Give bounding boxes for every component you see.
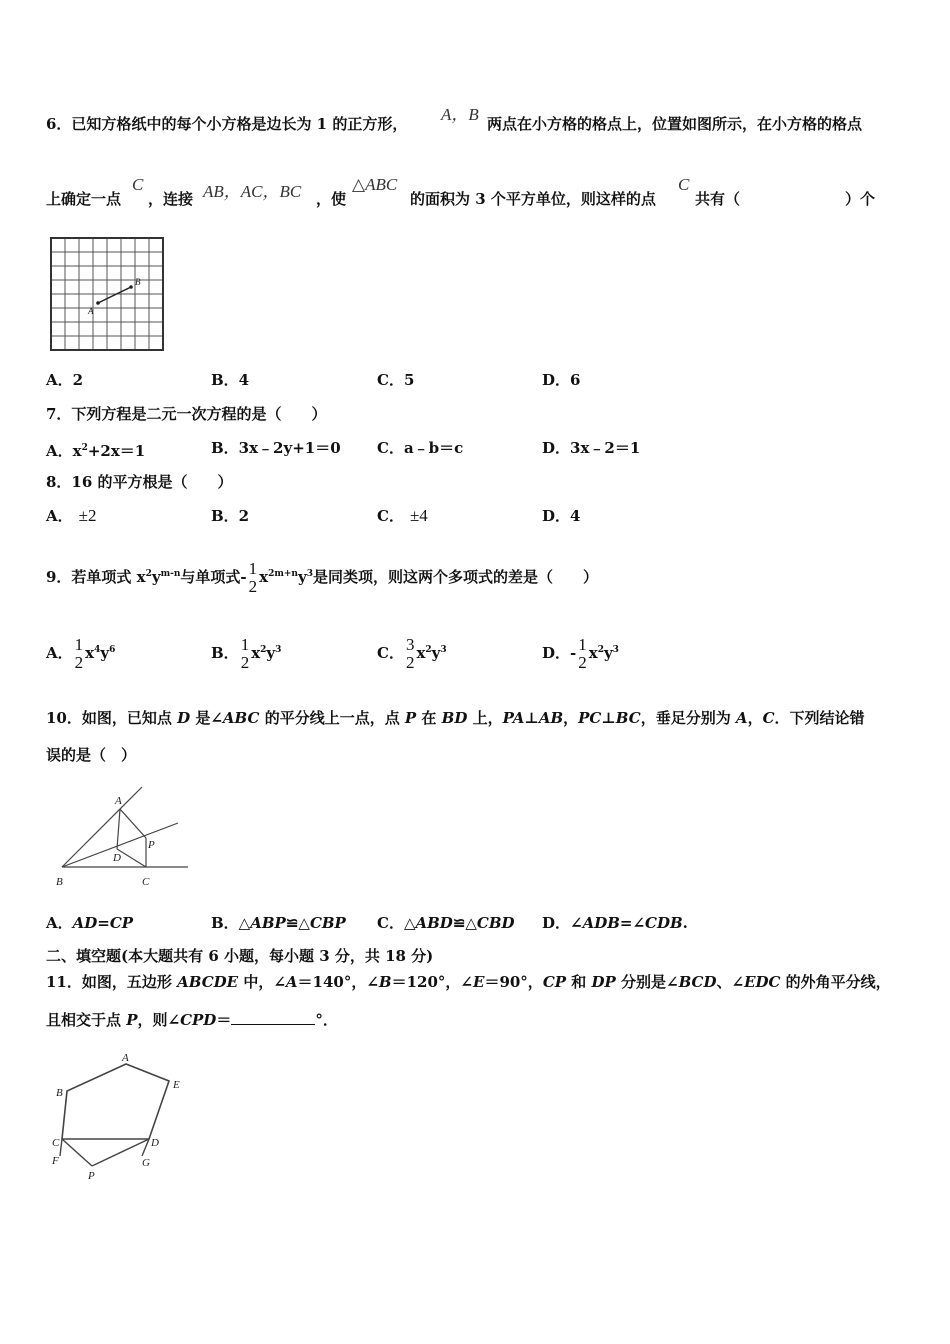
- q9-sup1: 2: [145, 569, 152, 579]
- q9-frac-den: 2: [248, 577, 258, 596]
- q9-c-x: x: [416, 644, 426, 662]
- q6-segment-ab: [98, 287, 131, 303]
- q11-t-a: 11．如图，五边形: [46, 973, 178, 991]
- q11-t-h: 、∠: [716, 973, 745, 991]
- q11-label-c: C: [52, 1137, 60, 1149]
- q9-a-ys: 6: [109, 645, 116, 655]
- q9-d-label: D．-: [542, 644, 577, 662]
- q11-label-b: B: [56, 1087, 63, 1099]
- q9-a-num: 1: [74, 635, 84, 654]
- q10-a-text: AD=CP: [72, 914, 134, 932]
- q11-line1: [46, 972, 891, 992]
- q9-b-y: y: [266, 644, 276, 662]
- q10-d-t1: ADB: [582, 914, 620, 932]
- q11-t-f: 和: [566, 973, 592, 991]
- q8-stem: 8．16 的平方根是（ ）: [46, 473, 233, 491]
- q10-c-label: C．△: [377, 914, 416, 932]
- q9-a-xs: 4: [94, 645, 101, 655]
- q6-point-c1: C: [132, 175, 144, 194]
- q9-c-frac: [406, 636, 415, 672]
- q10-t-c: 的平分线上一点，点: [259, 709, 405, 727]
- q8-a-val: ±2: [78, 506, 97, 525]
- q9-c-num: 3: [405, 635, 415, 654]
- q8-c-pre: C．: [377, 507, 404, 525]
- q11-ext-c: [60, 1139, 62, 1156]
- q10-t-C: C: [762, 709, 775, 727]
- q6-points-ab: A，B: [441, 105, 479, 124]
- section2-title: 二、填空题(本大题共有 6 小题，每小题 3 分，共 18 分): [46, 947, 434, 965]
- q11-t-CP: CP: [542, 973, 567, 991]
- q6-option-c[interactable]: C．5: [377, 371, 415, 389]
- q9-d-x: x: [588, 644, 598, 662]
- q11-t2-CPD: CPD: [180, 1011, 217, 1029]
- q9-sup4: 3: [306, 569, 313, 579]
- q9-d-y: y: [603, 644, 613, 662]
- q11-t-b: 中，∠: [238, 973, 286, 991]
- q6-text2: 两点在小方格的格点上，位置如图所示，在小方格的格点: [487, 115, 863, 133]
- q6-text1: 6．已知方格纸中的每个小方格是边长为 1 的正方形，: [46, 115, 408, 133]
- q7-option-b[interactable]: B．3x﹣2y+1＝0: [211, 439, 341, 457]
- q10-t-PC: PC: [578, 709, 602, 727]
- q10-ray-ba: [62, 787, 142, 867]
- q9-option-b[interactable]: [211, 622, 281, 681]
- q11-t-d: ＝120°，∠: [391, 973, 473, 991]
- q7-option-d[interactable]: D．3x﹣2＝1: [542, 439, 641, 457]
- q11-t-DP: DP: [591, 973, 616, 991]
- q6-grid-figure: [50, 237, 166, 353]
- q10-t-PA: PA: [502, 709, 525, 727]
- q9-c-label: C．: [377, 644, 404, 662]
- q10-t-d: 在: [416, 709, 442, 727]
- q9-post: 是同类项，则这两个多项式的差是（ ）: [312, 568, 598, 586]
- q10-t-ABC: ABC: [222, 709, 260, 727]
- q9-sup3: 2m+n: [268, 569, 298, 579]
- q6-line2f: [845, 189, 875, 209]
- q6-line2d: [410, 189, 656, 209]
- q10-t-BC: BC: [615, 709, 641, 727]
- q9-c-den: 2: [405, 653, 415, 672]
- q10-label-p: P: [148, 839, 155, 851]
- q11-t-BCD: BCD: [678, 973, 717, 991]
- q6-option-d[interactable]: D．6: [542, 371, 581, 389]
- q10-figure: [50, 785, 192, 890]
- q6-text6: 的面积为 3 个平方单位，则这样的点: [410, 190, 656, 208]
- q9-frac-num: 1: [248, 559, 258, 578]
- q10-seg-ad: [117, 809, 120, 849]
- q6-line2e: [695, 189, 740, 209]
- q6-grid-label-a: A: [88, 306, 94, 316]
- q6-point-b-dot: [129, 285, 133, 289]
- q6-option-b[interactable]: B．4: [211, 371, 250, 389]
- q11-t2-c: ＝: [216, 1011, 232, 1029]
- q10-t-P: P: [404, 709, 417, 727]
- q9-b-frac: [241, 636, 250, 672]
- q11-label-d: D: [151, 1137, 159, 1149]
- q9-option-a[interactable]: [46, 622, 115, 681]
- q11-t-A: A: [285, 973, 298, 991]
- q11-label-f: F: [52, 1155, 59, 1167]
- q10-c-mid: ≌△: [452, 914, 477, 932]
- q10-b-t1: ABP: [250, 914, 286, 932]
- q10-b-mid: ≌△: [285, 914, 310, 932]
- q10-t-BD: BD: [441, 709, 468, 727]
- q11-line2: [46, 1010, 338, 1030]
- q8-option-a[interactable]: [46, 506, 96, 526]
- q10-t-j: ，: [747, 709, 763, 727]
- q10-t-h: ⊥: [601, 709, 616, 727]
- q9-b-xs: 2: [260, 645, 267, 655]
- q9-fraction: [249, 560, 258, 596]
- q11-seg-dp: [92, 1139, 149, 1166]
- q9-c-ys: 3: [440, 645, 447, 655]
- q7-stem: 7．下列方程是二元一次方程的是（ ）: [46, 405, 327, 423]
- q10-c-t1: ABD: [415, 914, 453, 932]
- q6-segments: AB，AC，BC: [203, 182, 302, 201]
- q9-d-xs: 2: [597, 645, 604, 655]
- q9-mid2: 与单项式-: [180, 568, 247, 586]
- q7-a-sup: 2: [81, 443, 88, 453]
- q11-t-ABCDE: ABCDE: [177, 973, 239, 991]
- q6-text8: ）个: [845, 190, 876, 208]
- q10-t-AB: AB: [538, 709, 564, 727]
- q9-d-den: 2: [578, 653, 587, 672]
- q9-mid3: x: [259, 568, 269, 586]
- q8-option-c[interactable]: [377, 506, 428, 526]
- q9-a-den: 2: [74, 653, 84, 672]
- q7-a-pre: A．x: [46, 442, 82, 460]
- q9-mid1: y: [151, 568, 161, 586]
- q9-b-x: x: [251, 644, 261, 662]
- q6-line2: [46, 189, 121, 209]
- q10-a-label: A．: [46, 914, 73, 932]
- q9-d-frac: [578, 636, 587, 672]
- q10-t-A: A: [735, 709, 748, 727]
- q11-t2-a: 且相交于点: [46, 1011, 127, 1029]
- q7-option-a[interactable]: [46, 438, 145, 461]
- q11-figure: [46, 1048, 196, 1188]
- q6-text4: ，连接: [148, 190, 194, 208]
- q10-line1: [46, 708, 865, 728]
- q11-t2-b: ，则∠: [137, 1011, 181, 1029]
- q10-t-i: ，垂足分别为: [640, 709, 736, 727]
- q11-t-g: 分别是∠: [615, 973, 679, 991]
- q8-a-pre: A．: [46, 507, 73, 525]
- q6-text3: 上确定一点: [46, 190, 122, 208]
- q9-d-num: 1: [578, 635, 587, 654]
- q9-a-y: y: [100, 644, 110, 662]
- q8-c-val: ±4: [409, 506, 428, 525]
- q10-option-d[interactable]: [542, 913, 688, 933]
- q10-option-c[interactable]: [377, 913, 515, 933]
- q10-seg-ap: [120, 809, 146, 838]
- q9-a-frac: [75, 636, 84, 672]
- q6-point-c2: C: [678, 175, 690, 194]
- q9-sup2: m-n: [160, 569, 181, 579]
- q11-label-e: E: [173, 1079, 180, 1091]
- q10-b-t2: CBP: [309, 914, 346, 932]
- q6-triangle: △ABC: [352, 175, 398, 194]
- q6-point-a-dot: [96, 301, 100, 305]
- q10-t-b: 是∠: [190, 709, 223, 727]
- q10-seg-dc: [117, 849, 146, 867]
- q11-t-E: E: [473, 973, 485, 991]
- q8-option-d[interactable]: D．4: [542, 507, 581, 525]
- q11-t2-d: °．: [315, 1011, 338, 1029]
- q10-d-mid: =∠: [619, 914, 646, 932]
- q9-option-d[interactable]: [542, 622, 619, 681]
- q9-option-c[interactable]: [377, 622, 447, 681]
- q10-option-b[interactable]: [211, 913, 346, 933]
- q11-t-EDC: EDC: [744, 973, 781, 991]
- q11-answer-blank[interactable]: [231, 1010, 315, 1025]
- q6-grid-label-b: B: [135, 277, 141, 287]
- q11-label-p: P: [88, 1170, 95, 1182]
- q10-line2: 误的是（ ）: [46, 746, 137, 764]
- q10-d-label: D．∠: [542, 914, 583, 932]
- q11-t-c: ＝140°，∠: [297, 973, 379, 991]
- q10-d-t2: CDB: [645, 914, 683, 932]
- q6-line2b: [148, 189, 193, 209]
- q9-b-num: 1: [240, 635, 250, 654]
- q10-t-e: 上，: [467, 709, 503, 727]
- q10-option-a[interactable]: [46, 913, 133, 933]
- q6-line1: [46, 114, 407, 134]
- q9-c-xs: 2: [425, 645, 432, 655]
- q9-pre: 9．若单项式 x: [46, 568, 146, 586]
- q9-a-label: A．: [46, 644, 73, 662]
- q11-t-B: B: [378, 973, 392, 991]
- q6-text7: 共有（: [695, 190, 741, 208]
- q11-t-e: ＝90°，: [484, 973, 543, 991]
- q10-d-end: .: [682, 914, 688, 932]
- q7-option-c[interactable]: C．a﹣b＝c: [377, 439, 464, 457]
- q9-b-label: B．: [211, 644, 239, 662]
- q10-t-a: 10．如图，已知点: [46, 709, 178, 727]
- q6-option-a[interactable]: A．2: [46, 371, 84, 389]
- q10-t-f: ⊥: [524, 709, 539, 727]
- q9-stem: [46, 546, 598, 605]
- q10-t-D: D: [177, 709, 191, 727]
- q9-d-ys: 3: [612, 645, 619, 655]
- q11-seg-cp: [62, 1139, 92, 1166]
- q6-line1b: [487, 114, 862, 134]
- q10-label-a: A: [115, 795, 122, 807]
- q9-b-den: 2: [240, 653, 250, 672]
- q10-b-label: B．△: [211, 914, 251, 932]
- q9-c-y: y: [431, 644, 441, 662]
- q7-a-post: +2x＝1: [87, 442, 146, 460]
- q11-label-g: G: [142, 1157, 150, 1169]
- q10-c-t2: CBD: [476, 914, 515, 932]
- q11-pentagon: [62, 1064, 169, 1139]
- q6-text5: ，使: [316, 190, 347, 208]
- q6-line2c: [316, 189, 346, 209]
- q10-t-k: ．下列结论错: [774, 709, 865, 727]
- q10-label-d: D: [113, 852, 121, 864]
- q9-a-x: x: [85, 644, 95, 662]
- q10-t-g: ，: [563, 709, 579, 727]
- q10-label-b: B: [56, 876, 63, 888]
- q9-mid4: y: [297, 568, 307, 586]
- q9-b-ys: 3: [275, 645, 282, 655]
- q8-option-b[interactable]: B．2: [211, 507, 250, 525]
- q11-t2-P: P: [126, 1011, 138, 1029]
- q10-label-c: C: [142, 876, 150, 888]
- q11-t-i: 的外角平分线，: [780, 973, 891, 991]
- q11-label-a: A: [122, 1052, 129, 1064]
